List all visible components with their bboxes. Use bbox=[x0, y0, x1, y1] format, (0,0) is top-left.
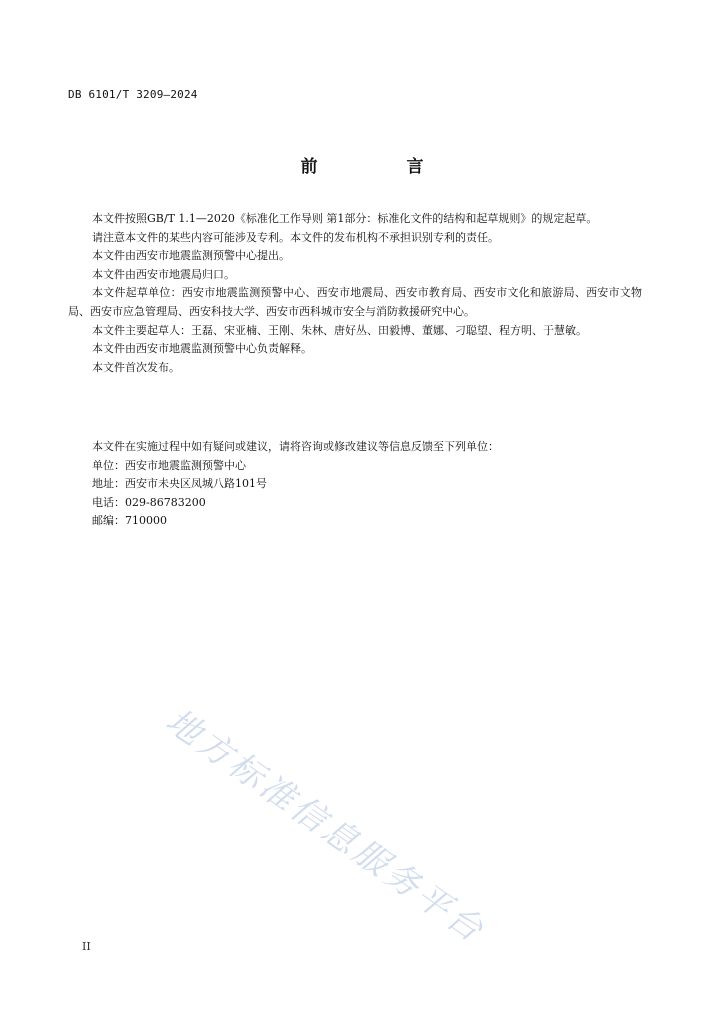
page-number: II bbox=[82, 940, 91, 953]
paragraph-drafting-rules: 本文件按照GB/T 1.1—2020《标准化工作导则 第1部分：标准化文件的结构和起草规则》的规定起草。 bbox=[92, 212, 598, 225]
paragraph-drafting-units: 本文件起草单位：西安市地震监测预警中心、西安市地震局、西安市教育局、西安市文化和旅游局、西安市文物局、西安市应急管理局、西安科技大学、西安市西科城市安全与消防救援研究中心。 bbox=[68, 286, 642, 318]
paragraph-patent-notice: 请注意本文件的某些内容可能涉及专利。本文件的发布机构不承担识别专利的责任。 bbox=[92, 230, 499, 244]
contact-intro: 本文件在实施过程中如有疑问或建议，请将咨询或修改建议等信息反馈至下列单位： bbox=[92, 440, 499, 453]
paragraph-drafters: 本文件主要起草人：王磊、宋亚楠、王刚、朱林、唐好丛、田毅博、董娜、刁聪望、程方明、于慧敏。 bbox=[92, 323, 587, 337]
contact-postcode: 邮编：710000 bbox=[92, 514, 167, 528]
foreword-body bbox=[68, 210, 642, 377]
standard-code: DB 6101/T 3209—2024 bbox=[68, 88, 198, 101]
page-title: 前 言 bbox=[300, 157, 460, 177]
paragraph-interpretation: 本文件由西安市地震监测预警中心负责解释。 bbox=[92, 342, 312, 356]
paragraph-first-release: 本文件首次发布。 bbox=[92, 360, 180, 374]
contact-unit: 单位：西安市地震监测预警中心 bbox=[92, 458, 246, 472]
contact-phone: 电话：029-86783200 bbox=[92, 495, 206, 509]
paragraph-centralized: 本文件由西安市地震局归口。 bbox=[92, 267, 235, 281]
contact-address: 地址：西安市未央区凤城八路101号 bbox=[92, 477, 267, 491]
contact-block bbox=[92, 438, 499, 531]
watermark: 地方标准信息服务平台 bbox=[158, 700, 493, 952]
paragraph-proposer: 本文件由西安市地震监测预警中心提出。 bbox=[92, 249, 290, 263]
